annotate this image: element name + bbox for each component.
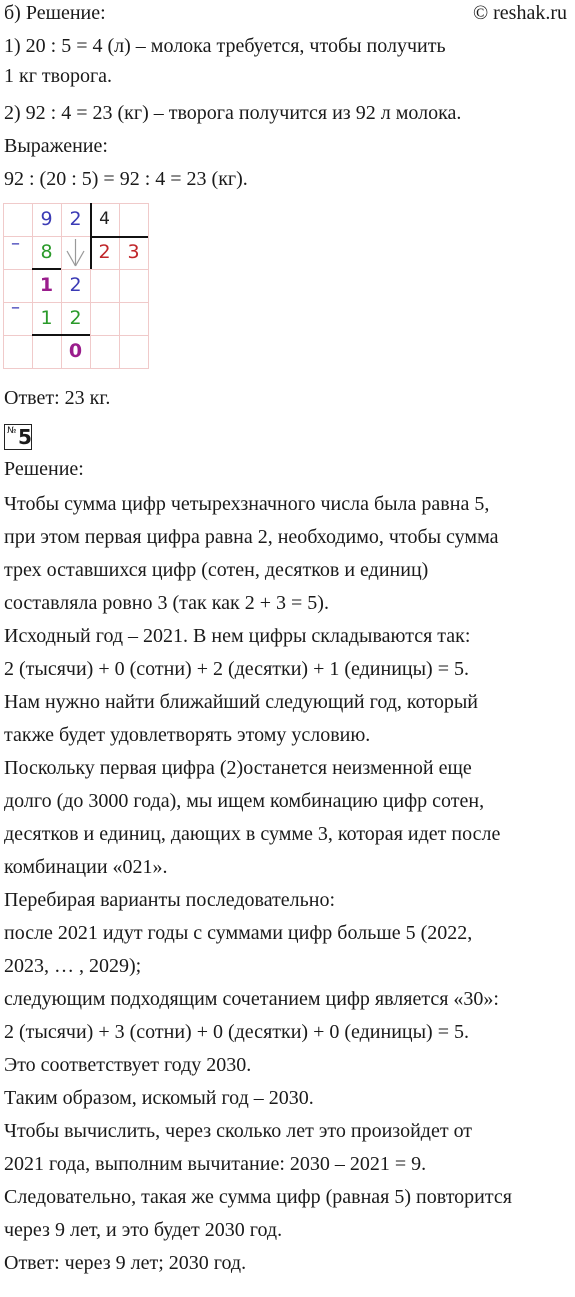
step-1-line-b: 1 кг творога.: [4, 65, 113, 87]
expression: 92 : (20 : 5) = 92 : 4 = 23 (кг).: [4, 168, 248, 190]
task5-line-14: после 2021 идут годы с суммами цифр больше 5 (2022,: [4, 922, 473, 944]
number-sign: №: [7, 426, 17, 436]
task5-line-19: Таким образом, искомый год – 2030.: [4, 1087, 314, 1109]
step-2-line: 2) 92 : 4 = 23 (кг) – творога получится из 92 л молока.: [4, 102, 462, 124]
part-b-answer: Ответ: 23 кг.: [4, 387, 111, 409]
long-division-grid: [3, 203, 149, 369]
quotient-digit-1: 2: [98, 241, 111, 263]
task5-line-7: Нам нужно найти ближайший следующий год, который: [4, 691, 478, 713]
task5-line-13: Перебирая варианты последовательно:: [4, 889, 336, 911]
task5-line-4: составляла ровно 3 (так как 2 + 3 = 5).: [4, 592, 329, 614]
task5-line-20: Чтобы вычислить, через сколько лет это произойдет от: [4, 1120, 473, 1142]
task5-line-23: через 9 лет, и это будет 2030 год.: [4, 1219, 283, 1241]
task5-line-15: 2023, … , 2029);: [4, 955, 142, 977]
dividend-digit-2: 2: [69, 208, 82, 230]
step-1-line-a: 1) 20 : 5 = 4 (л) – молока требуется, чтобы получить: [4, 35, 446, 57]
quotient-digit-2: 3: [127, 241, 140, 263]
part-b-heading: б) Решение:: [4, 2, 106, 24]
dividend-digit-1: 9: [40, 208, 53, 230]
minus-sign-2: –: [11, 297, 20, 318]
subtrahend-2b: 2: [69, 307, 82, 329]
task5-line-9: Поскольку первая цифра (2)останется неизменной еще: [4, 757, 472, 779]
divisor: 4: [99, 209, 110, 229]
expression-label: Выражение:: [4, 135, 108, 157]
task5-line-24: Ответ: через 9 лет; 2030 год.: [4, 1252, 247, 1274]
watermark: © reshak.ru: [472, 2, 567, 24]
task5-line-21: 2021 года, выполним вычитание: 2030 – 2021 = 9.: [4, 1153, 427, 1175]
task5-line-3: трех оставшихся цифр (сотен, десятков и единиц): [4, 559, 429, 581]
subtrahend-2a: 1: [40, 307, 53, 329]
subtraction-line-1: [32, 268, 61, 270]
task5-line-11: десятков и единиц, дающих в сумме 3, которая идет после: [4, 823, 501, 845]
task5-line-17: 2 (тысячи) + 3 (сотни) + 0 (десятки) + 0 (единицы) = 5.: [4, 1021, 469, 1043]
task5-line-2: при этом первая цифра равна 2, необходимо, чтобы сумма: [4, 526, 499, 548]
task5-line-6: 2 (тысячи) + 0 (сотни) + 2 (десятки) + 1 (единицы) = 5.: [4, 658, 469, 680]
task5-line-5: Исходный год – 2021. В нем цифры складываются так:: [4, 625, 471, 647]
task5-line-0: Решение:: [4, 458, 84, 480]
minus-sign-1: –: [11, 233, 20, 254]
task5-line-1: Чтобы сумма цифр четырехзначного числа была равна 5,: [4, 493, 490, 515]
task5-line-10: долго (до 3000 года), мы ищем комбинацию цифр сотен,: [4, 790, 485, 812]
final-remainder: 0: [68, 340, 83, 362]
task-number: 5: [18, 425, 32, 449]
task5-line-8: также будет удовлетворять этому условию.: [4, 724, 371, 746]
task-number-box: [4, 424, 32, 450]
task5-line-16: следующим подходящим сочетанием цифр является «30»:: [4, 988, 499, 1010]
subtraction-line-2: [32, 334, 90, 336]
task5-line-12: комбинации «021».: [4, 856, 168, 878]
remainder-1: 1: [39, 274, 54, 296]
quotient-line: [90, 236, 148, 238]
brought-down-digit: 2: [69, 274, 82, 296]
task5-line-18: Это соответствует году 2030.: [4, 1054, 252, 1076]
bring-down-arrow-icon: [61, 236, 90, 269]
subtrahend-1: 8: [40, 241, 53, 263]
task5-line-22: Следовательно, такая же сумма цифр (равная 5) повторится: [4, 1186, 512, 1208]
